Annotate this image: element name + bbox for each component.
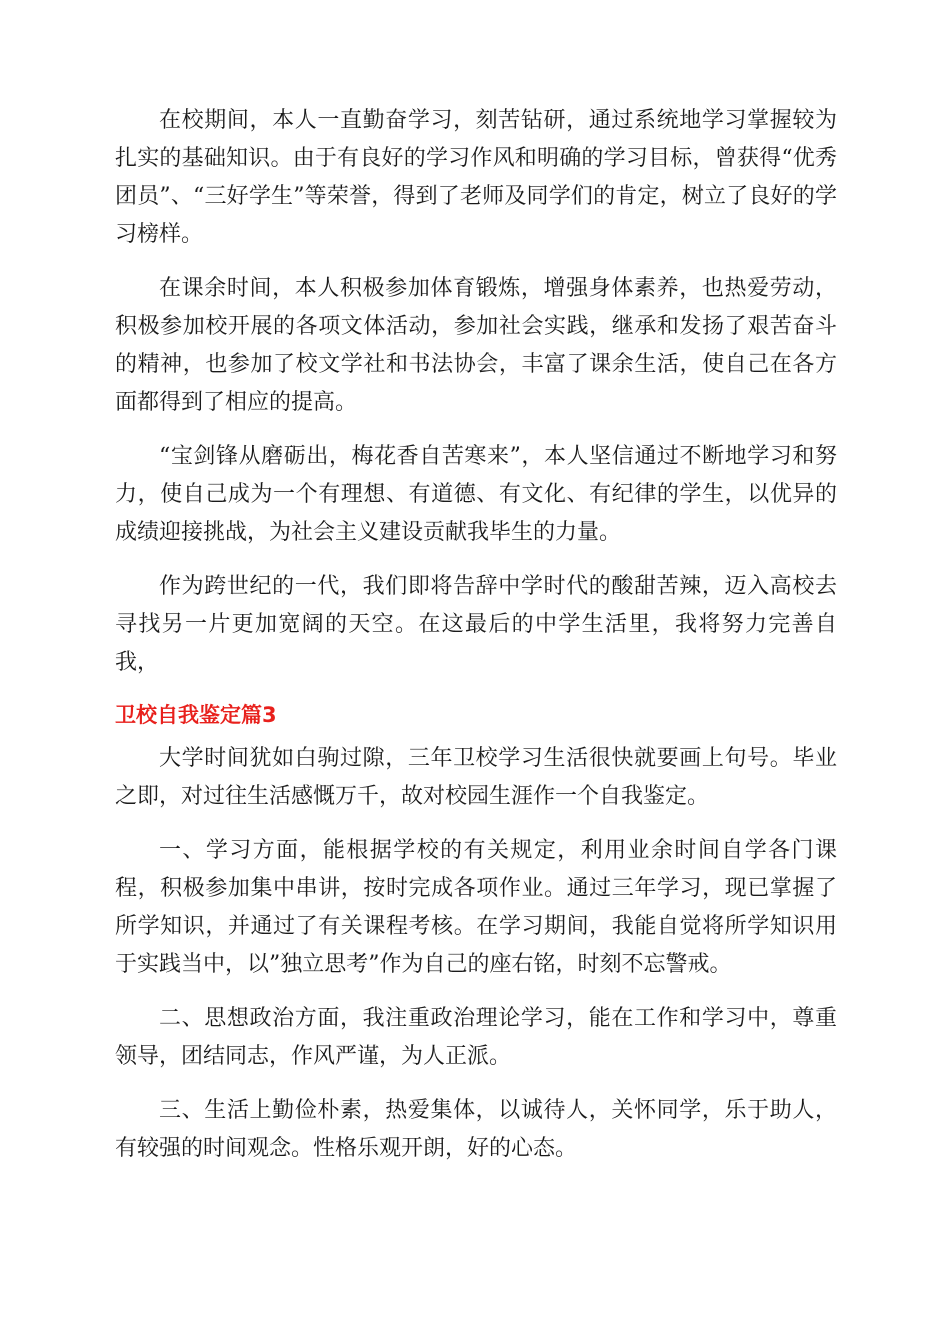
paragraph-ideology: 二、思想政治方面，我注重政治理论学习，能在工作和学习中，尊重领导，团结同志，作风严谨，为人正派。	[115, 1006, 837, 1069]
paragraph-study: 在校期间，本人一直勤奋学习，刻苦钻研，通过系统地学习掌握较为扎实的基础知识。由于有良好的学习作风和明确的学习目标，曾获得“优秀团员”、“三好学生”等荣誉，得到了老师及同学们的肯定，树立了良好的学习榜样。	[115, 108, 837, 247]
paragraph-intro: 大学时间犹如白驹过隙，三年卫校学习生活很快就要画上句号。毕业之即，对过往生活感慨万千，故对校园生涯作一个自我鉴定。	[115, 746, 837, 809]
paragraph-extracurricular: 在课余时间，本人积极参加体育锻炼，增强身体素养，也热爱劳动，积极参加校开展的各项文体活动，参加社会实践，继承和发扬了艰苦奋斗的精神，也参加了校文学社和书法协会，丰富了课余生活，使自己在各方面都得到了相应的提高。	[115, 276, 837, 415]
document-page	[115, 102, 837, 1184]
paragraph-future: 作为跨世纪的一代，我们即将告辞中学时代的酸甜苦辣，迈入高校去寻找另一片更加宽阔的天空。在这最后的中学生活里，我将努力完善自我，	[115, 574, 837, 675]
section-heading: 卫校自我鉴定篇3	[115, 703, 277, 727]
paragraph-learning: 一、学习方面，能根据学校的有关规定，利用业余时间自学各门课程，积极参加集中串讲，按时完成各项作业。通过三年学习，现已掌握了所学知识，并通过了有关课程考核。在学习期间，我能自觉将所学知识用于实践当中，以”独立思考”作为自己的座右铭，时刻不忘警戒。	[115, 838, 837, 977]
paragraph-quote: “宝剑锋从磨砺出，梅花香自苦寒来”，本人坚信通过不断地学习和努力，使自己成为一个有理想、有道德、有文化、有纪律的学生，以优异的成绩迎接挑战，为社会主义建设贡献我毕生的力量。	[115, 444, 837, 545]
paragraph-life: 三、生活上勤俭朴素，热爱集体，以诚待人，关怀同学，乐于助人，有较强的时间观念。性格乐观开朗，好的心态。	[115, 1098, 837, 1161]
